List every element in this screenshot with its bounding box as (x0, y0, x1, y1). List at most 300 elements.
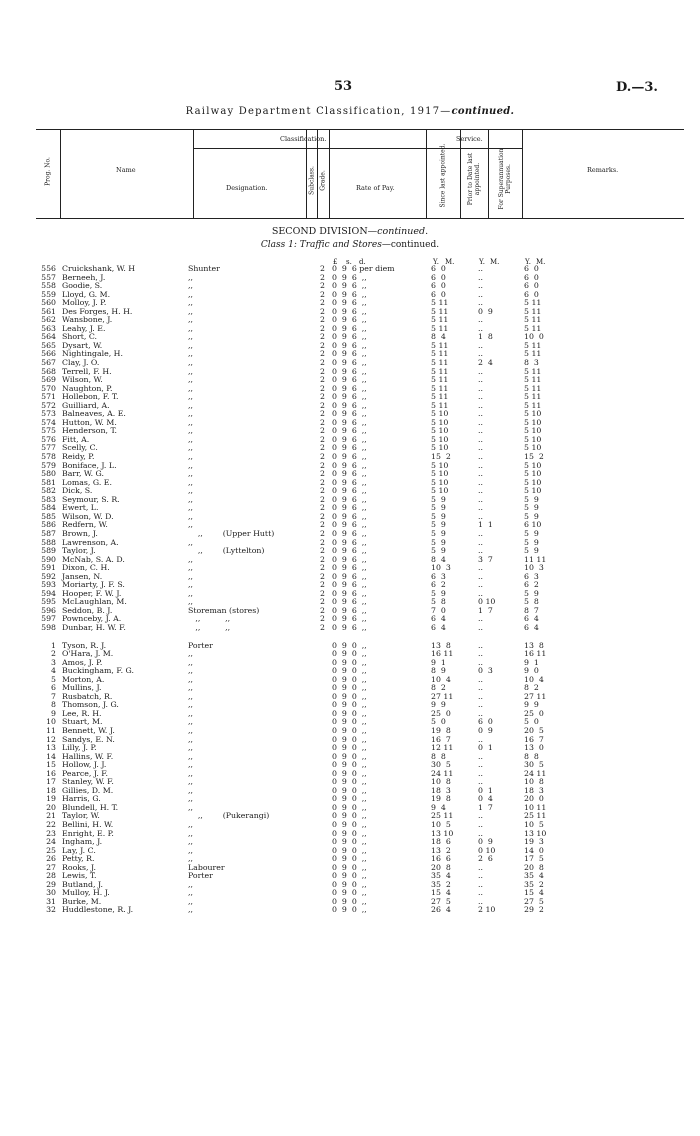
service-since-last: 24 11 (431, 768, 454, 778)
service-since-last: 20 8 (431, 862, 451, 872)
service-superannuation: 6 4 (524, 622, 539, 632)
service-prior: .. (478, 734, 483, 744)
employee-name: Moriarty, J. F. S. (62, 580, 125, 590)
service-prior: .. (478, 708, 483, 718)
employee-name: Jansen, N. (62, 571, 103, 581)
service-superannuation: 5 9 (524, 503, 539, 513)
employee-name: Stanley, W. F. (62, 777, 114, 787)
rate-of-pay: 0 9 0 ,, (332, 879, 367, 889)
prog-no: 2 (51, 649, 56, 659)
header-grade: Grade. (319, 170, 327, 191)
service-prior: .. (478, 417, 483, 427)
grade: 2 (320, 622, 325, 632)
service-superannuation: 5 11 (524, 392, 542, 402)
employee-name: Hollow, J. J. (62, 760, 107, 770)
designation: ,, (188, 392, 193, 402)
grade: 2 (320, 383, 325, 393)
designation: ,, (188, 486, 193, 496)
designation: ,, (188, 383, 193, 393)
service-prior: .. (478, 349, 483, 359)
employee-name: Enright, E. P. (62, 828, 114, 838)
service-superannuation: 5 11 (524, 375, 542, 385)
service-superannuation: 10 4 (524, 674, 544, 684)
prog-no: 594 (41, 588, 56, 598)
employee-name: Leahy, J. E. (62, 323, 106, 333)
designation: ,, (188, 281, 193, 291)
service-prior: 0 3 (478, 666, 493, 676)
designation: Labourer (188, 862, 225, 872)
rate-of-pay: 0 9 6 per diem (332, 264, 395, 273)
rate-of-pay: 0 9 6 ,, (332, 546, 367, 556)
service-prior: .. (478, 409, 483, 419)
prog-no: 558 (41, 281, 56, 291)
service-since-last: 13 8 (431, 640, 451, 650)
rate-of-pay: 0 9 6 ,, (332, 323, 367, 333)
rate-of-pay: 0 9 0 ,, (332, 760, 367, 770)
employee-name: Seddon, B. J. (62, 605, 113, 615)
table-body (0, 265, 700, 915)
grade: 2 (320, 298, 325, 308)
service-prior: .. (478, 862, 483, 872)
rate-of-pay: 0 9 6 ,, (332, 563, 367, 573)
service-prior: .. (478, 340, 483, 350)
employee-name: Bellini, H. W. (62, 820, 114, 829)
grade: 2 (320, 366, 325, 376)
designation: ,, (188, 366, 193, 376)
rate-of-pay: 0 9 6 ,, (332, 434, 367, 444)
service-prior: .. (478, 588, 483, 598)
prog-no: 7 (51, 691, 56, 701)
employee-name: Henderson, T. (62, 426, 117, 436)
unit-years: Y. (433, 258, 439, 266)
prog-no: 16 (46, 768, 56, 778)
column-rule (488, 130, 489, 218)
service-superannuation: 25 11 (524, 811, 547, 821)
employee-name: Redfern, W. (62, 520, 108, 530)
designation: ,, (188, 657, 193, 667)
grade: 2 (320, 452, 325, 462)
service-since-last: 5 11 (431, 323, 449, 333)
employee-name: Guilliard, A. (62, 400, 110, 410)
header-designation: Designation. (226, 184, 268, 192)
employee-name: Clay, J. O. (62, 358, 100, 368)
designation: ,, (188, 666, 193, 676)
rate-of-pay: 0 9 0 ,, (332, 649, 367, 659)
rate-of-pay: 0 9 6 ,, (332, 340, 367, 350)
prog-no: 562 (41, 315, 56, 325)
prog-no: 581 (41, 477, 56, 487)
class-name: Traffic and Stores (299, 240, 382, 250)
service-since-last: 5 11 (431, 298, 449, 308)
grade: 2 (320, 588, 325, 598)
rate-of-pay: 0 9 0 ,, (332, 674, 367, 684)
prog-no: 32 (46, 905, 56, 915)
designation: ,, (188, 700, 193, 710)
designation: ,, (Lyttelton) (188, 546, 265, 556)
employee-name: Huddlestone, R. J. (62, 905, 134, 915)
service-since-last: 8 9 (431, 666, 446, 676)
prog-no: 21 (46, 811, 56, 821)
service-prior: .. (478, 811, 483, 821)
designation: ,, (188, 315, 193, 325)
service-since-last: 9 1 (431, 657, 446, 667)
rate-of-pay: 0 9 6 ,, (332, 597, 367, 607)
designation: ,, (188, 537, 193, 547)
grade: 2 (320, 580, 325, 590)
employee-name: Des Forges, H. H. (62, 306, 133, 316)
grade: 2 (320, 289, 325, 299)
designation: ,, (188, 511, 193, 521)
service-since-last: 6 4 (431, 614, 446, 624)
service-since-last: 8 4 (431, 332, 446, 342)
prog-no: 6 (51, 683, 56, 693)
service-since-last: 5 9 (431, 520, 446, 530)
employee-name: Terrell, F. H. (62, 366, 112, 376)
rate-of-pay: 0 9 0 ,, (332, 905, 367, 915)
prog-no: 587 (41, 528, 56, 538)
class-label: Class 1: (260, 240, 297, 250)
designation: ,, (188, 563, 193, 573)
designation: Shunter (188, 264, 220, 273)
designation: Porter (188, 871, 213, 881)
column-rule (317, 130, 318, 218)
rate-of-pay: 0 9 6 ,, (332, 289, 367, 299)
designation: ,, (188, 760, 193, 770)
grade: 2 (320, 597, 325, 607)
rate-of-pay: 0 9 0 ,, (332, 888, 367, 898)
division-title: SECOND DIVISION— (271, 226, 378, 237)
service-superannuation: 8 3 (524, 358, 539, 368)
service-prior: 0 1 (478, 743, 493, 753)
service-since-last: 5 11 (431, 392, 449, 402)
service-since-last: 5 10 (431, 486, 449, 496)
prog-no: 28 (46, 871, 56, 881)
grade: 2 (320, 349, 325, 359)
grade: 2 (320, 460, 325, 470)
employee-name: Barr, W. G. (62, 469, 104, 479)
unit-pence: d. (359, 258, 366, 266)
employee-name: Burke, M. (62, 896, 102, 906)
designation: ,, (188, 896, 193, 906)
rate-of-pay: 0 9 6 ,, (332, 375, 367, 385)
prog-no: 573 (41, 409, 56, 419)
service-prior: 1 1 (478, 520, 493, 530)
designation: ,, (188, 734, 193, 744)
designation: ,, (188, 717, 193, 727)
service-since-last: 6 0 (431, 281, 446, 291)
prog-no: 14 (46, 751, 56, 761)
rate-of-pay: 0 9 0 ,, (332, 683, 367, 693)
rate-of-pay: 0 9 0 ,, (332, 862, 367, 872)
grade: 2 (320, 469, 325, 479)
employee-name: McLaughlan, M. (62, 597, 127, 607)
service-since-last: 19 8 (431, 794, 451, 804)
employee-name: Goodie, S. (62, 281, 103, 291)
designation: ,, (188, 272, 193, 282)
employee-name: Balneaves, A. E. (62, 409, 126, 419)
designation: ,, (188, 649, 193, 659)
service-superannuation: 5 9 (524, 588, 539, 598)
service-since-last: 27 11 (431, 691, 454, 701)
service-prior: 1 7 (478, 802, 493, 812)
service-superannuation: 5 10 (524, 434, 542, 444)
prog-no: 22 (46, 820, 56, 829)
designation: ,, (188, 905, 193, 915)
prog-no: 25 (46, 845, 56, 855)
prog-no: 30 (46, 888, 56, 898)
prog-no: 560 (41, 298, 56, 308)
designation: ,, (188, 751, 193, 761)
service-superannuation: 5 9 (524, 528, 539, 538)
prog-no: 590 (41, 554, 56, 564)
service-prior: .. (478, 622, 483, 632)
service-since-last: 6 3 (431, 571, 446, 581)
grade: 2 (320, 340, 325, 350)
designation: ,, (188, 409, 193, 419)
service-superannuation: 30 5 (524, 760, 544, 770)
service-superannuation: 15 2 (524, 452, 544, 462)
prog-no: 10 (46, 717, 56, 727)
service-since-last: 8 4 (431, 554, 446, 564)
document-reference: D.—3. (616, 80, 658, 95)
rate-of-pay: 0 9 6 ,, (332, 460, 367, 470)
employee-name: Sandys, E. N. (62, 734, 115, 744)
employee-name: Naughton, P. (62, 383, 113, 393)
designation: ,, (188, 674, 193, 684)
service-since-last: 5 11 (431, 400, 449, 410)
rate-of-pay: 0 9 6 ,, (332, 503, 367, 513)
designation: ,, (188, 777, 193, 787)
prog-no: 588 (41, 537, 56, 547)
header-service: Service. (456, 135, 483, 143)
employee-name: Hutton, W. M. (62, 417, 117, 427)
service-superannuation: 14 0 (524, 845, 544, 855)
service-prior: .. (478, 614, 483, 624)
rate-of-pay: 0 9 0 ,, (332, 837, 367, 847)
header-remarks: Remarks. (587, 166, 619, 174)
column-rule (60, 130, 61, 218)
table-header (36, 129, 684, 219)
prog-no: 577 (41, 443, 56, 453)
service-superannuation: 13 0 (524, 743, 544, 753)
title-suffix: continued. (451, 106, 515, 117)
employee-name: Dixon, C. H. (62, 563, 110, 573)
employee-name: Petty, R. (62, 854, 95, 864)
service-superannuation: 5 10 (524, 477, 542, 487)
service-prior: 2 6 (478, 854, 493, 864)
prog-no: 19 (46, 794, 56, 804)
service-prior: .. (478, 315, 483, 325)
rate-of-pay: 0 9 0 ,, (332, 708, 367, 718)
service-prior: .. (478, 768, 483, 778)
service-superannuation: 20 0 (524, 794, 544, 804)
service-since-last: 5 9 (431, 588, 446, 598)
service-since-last: 8 2 (431, 683, 446, 693)
service-superannuation: 5 0 (524, 717, 539, 727)
service-superannuation: 10 8 (524, 777, 544, 787)
employee-name: Taylor, J. (62, 546, 96, 556)
rate-of-pay: 0 9 6 ,, (332, 443, 367, 453)
service-superannuation: 29 2 (524, 905, 544, 915)
prog-no: 557 (41, 272, 56, 282)
grade: 2 (320, 511, 325, 521)
employee-name: Cruickshank, W. H (62, 264, 136, 273)
prog-no: 561 (41, 306, 56, 316)
service-prior: .. (478, 700, 483, 710)
rate-of-pay: 0 9 6 ,, (332, 281, 367, 291)
service-since-last: 12 11 (431, 743, 454, 753)
service-since-last: 5 10 (431, 443, 449, 453)
class-heading (0, 240, 700, 250)
service-superannuation: 24 11 (524, 768, 547, 778)
service-superannuation: 16 11 (524, 649, 547, 659)
prog-no: 563 (41, 323, 56, 333)
service-since-last: 5 9 (431, 537, 446, 547)
designation: ,, (188, 477, 193, 487)
employee-name: Nightingale, H. (62, 349, 123, 359)
rate-of-pay: 0 9 0 ,, (332, 828, 367, 838)
employee-name: Dysart, W. (62, 340, 103, 350)
grade: 2 (320, 272, 325, 282)
grade: 2 (320, 400, 325, 410)
rate-of-pay: 0 9 0 ,, (332, 768, 367, 778)
service-superannuation: 6 2 (524, 580, 539, 590)
grade: 2 (320, 306, 325, 316)
service-prior: .. (478, 580, 483, 590)
rate-of-pay: 0 9 0 ,, (332, 640, 367, 650)
service-superannuation: 27 5 (524, 896, 544, 906)
column-rule (306, 130, 307, 218)
rate-of-pay: 0 9 6 ,, (332, 417, 367, 427)
employee-name: Tyson, R. J. (62, 640, 107, 650)
service-since-last: 9 4 (431, 802, 446, 812)
employee-name: Hollebon, F. T. (62, 392, 119, 402)
prog-no: 575 (41, 426, 56, 436)
service-since-last: 18 6 (431, 837, 451, 847)
employee-name: Amos, J. P. (62, 657, 103, 667)
rate-of-pay: 0 9 6 ,, (332, 298, 367, 308)
prog-no: 578 (41, 452, 56, 462)
service-since-last: 5 11 (431, 315, 449, 325)
service-since-last: 5 9 (431, 511, 446, 521)
prog-no: 567 (41, 358, 56, 368)
service-since-last: 5 10 (431, 469, 449, 479)
service-prior: .. (478, 434, 483, 444)
service-prior: .. (478, 426, 483, 436)
rate-of-pay: 0 9 6 ,, (332, 614, 367, 624)
service-since-last: 19 8 (431, 725, 451, 735)
class-continued: —continued. (381, 240, 440, 250)
service-since-last: 7 0 (431, 605, 446, 615)
grade: 2 (320, 358, 325, 368)
designation: ,, (188, 837, 193, 847)
service-prior: .. (478, 460, 483, 470)
service-superannuation: 5 10 (524, 426, 542, 436)
prog-no: 597 (41, 614, 56, 624)
designation: ,, (188, 443, 193, 453)
service-since-last: 5 11 (431, 340, 449, 350)
rate-of-pay: 0 9 6 ,, (332, 332, 367, 342)
grade: 2 (320, 605, 325, 615)
grade: 2 (320, 537, 325, 547)
rate-of-pay: 0 9 6 ,, (332, 349, 367, 359)
service-since-last: 5 11 (431, 358, 449, 368)
service-since-last: 10 8 (431, 777, 451, 787)
employee-name: Ingham, J. (62, 837, 103, 847)
service-prior: .. (478, 323, 483, 333)
service-superannuation: 6 0 (524, 264, 539, 273)
service-prior: .. (478, 751, 483, 761)
service-superannuation: 20 5 (524, 725, 544, 735)
designation: ,, (188, 417, 193, 427)
service-since-last: 10 5 (431, 820, 451, 829)
column-rule (522, 130, 523, 218)
designation: ,, (188, 768, 193, 778)
grade: 2 (320, 409, 325, 419)
service-superannuation: 5 10 (524, 409, 542, 419)
rate-of-pay: 0 9 6 ,, (332, 528, 367, 538)
designation: ,, (188, 298, 193, 308)
service-prior: 0 4 (478, 794, 493, 804)
prog-no: 582 (41, 486, 56, 496)
service-prior: .. (478, 777, 483, 787)
employee-name: Lee, R. H. (62, 708, 102, 718)
prog-no: 12 (46, 734, 56, 744)
service-superannuation: 5 11 (524, 323, 542, 333)
prog-no: 596 (41, 605, 56, 615)
prog-no: 31 (46, 896, 56, 906)
prog-no: 27 (46, 862, 56, 872)
service-since-last: 5 9 (431, 528, 446, 538)
grade: 2 (320, 443, 325, 453)
service-prior: 0 10 (478, 845, 496, 855)
employee-name: Dick, S. (62, 486, 93, 496)
header-prog-no: Prog. No. (44, 157, 52, 186)
service-prior: 3 7 (478, 554, 493, 564)
service-prior: 0 1 (478, 785, 493, 795)
service-prior: .. (478, 469, 483, 479)
service-since-last: 5 11 (431, 375, 449, 385)
rate-of-pay: 0 9 0 ,, (332, 734, 367, 744)
service-prior: 1 7 (478, 605, 493, 615)
employee-name: Seymour, S. R. (62, 494, 120, 504)
prog-no: 20 (46, 802, 56, 812)
service-superannuation: 5 9 (524, 546, 539, 556)
designation: ,, (188, 802, 193, 812)
service-since-last: 35 2 (431, 879, 451, 889)
rate-of-pay: 0 9 0 ,, (332, 777, 367, 787)
column-rule (193, 130, 194, 218)
service-superannuation: 35 2 (524, 879, 544, 889)
prog-no: 559 (41, 289, 56, 299)
prog-no: 583 (41, 494, 56, 504)
rate-of-pay: 0 9 0 ,, (332, 854, 367, 864)
service-prior: 0 9 (478, 837, 493, 847)
column-rule (426, 130, 427, 218)
division-heading (0, 226, 700, 237)
designation: ,, (188, 588, 193, 598)
service-superannuation: 5 11 (524, 366, 542, 376)
grade: 2 (320, 264, 325, 273)
service-superannuation: 11 11 (524, 554, 547, 564)
rate-of-pay: 0 9 6 ,, (332, 605, 367, 615)
rate-of-pay: 0 9 0 ,, (332, 820, 367, 829)
designation: ,, (188, 888, 193, 898)
service-since-last: 5 9 (431, 494, 446, 504)
prog-no: 584 (41, 503, 56, 513)
service-prior: 0 10 (478, 597, 496, 607)
rate-of-pay: 0 9 6 ,, (332, 409, 367, 419)
